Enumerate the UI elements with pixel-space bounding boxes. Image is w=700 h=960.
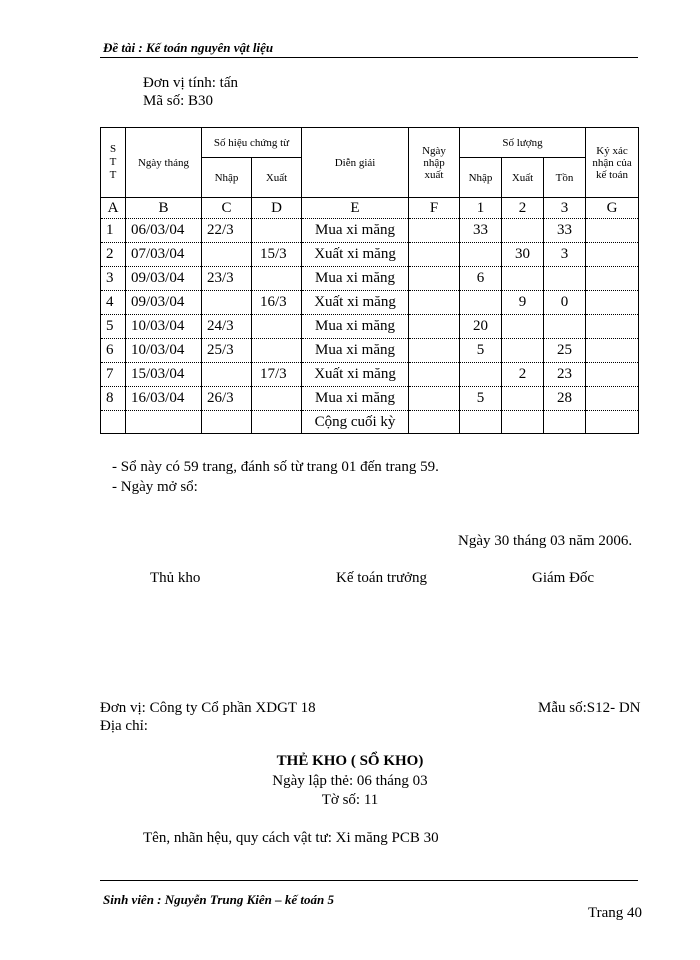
cell-in-out-date [409,339,460,363]
form-template-code: Mẫu số:S12- DN [538,700,641,716]
cell-stt: 8 [101,387,126,411]
cell-qty-import: 6 [460,267,502,291]
header-doc-number: Số hiệu chứng từ [202,128,302,158]
document-header-title: Đề tài : Kế toán nguyên vật liệu [103,40,274,55]
cell-qty-export: 30 [502,243,544,267]
cell-import-doc: 23/3 [202,267,252,291]
table-row [101,363,639,387]
cell-stt: 2 [101,243,126,267]
footer-rule [100,880,638,881]
cell-export-doc [252,411,302,434]
cell-import-doc [202,411,252,434]
cell-import-doc [202,291,252,315]
cell-import-doc [202,363,252,387]
cell-qty-export [502,219,544,243]
header-signature: Ký xác nhận của kế toán [586,128,639,198]
letter-cell: 3 [544,198,586,219]
cell-qty-balance [544,411,586,434]
note-pages: - Sổ này có 59 trang, đánh số từ trang 01 đến trang 59. [112,459,439,475]
header-qty-balance: Tồn [544,158,586,198]
total-row [101,411,639,434]
cell-qty-import [460,363,502,387]
cell-date: 09/03/04 [126,291,202,315]
note-open-date: - Ngày mở sổ: [112,479,198,495]
cell-qty-balance: 33 [544,219,586,243]
company-unit: Đơn vị: Công ty Cổ phần XDGT 18 [100,700,316,716]
table-row [101,339,639,363]
letter-cell: D [252,198,302,219]
letter-cell: E [302,198,409,219]
cell-qty-export [502,267,544,291]
cell-qty-import [460,291,502,315]
cell-qty-balance: 3 [544,243,586,267]
cell-signature [586,243,639,267]
cell-qty-export [502,387,544,411]
cell-description: Mua xi măng [302,315,409,339]
cell-import-doc: 24/3 [202,315,252,339]
cell-in-out-date [409,291,460,315]
letter-cell: 2 [502,198,544,219]
cell-signature [586,291,639,315]
cell-qty-export [502,339,544,363]
cell-signature [586,339,639,363]
cell-stt: 7 [101,363,126,387]
cell-export-doc [252,387,302,411]
cell-signature [586,219,639,243]
cell-signature [586,387,639,411]
cell-description: Mua xi măng [302,339,409,363]
cell-qty-balance: 23 [544,363,586,387]
cell-qty-export: 2 [502,363,544,387]
cell-qty-balance: 0 [544,291,586,315]
cell-qty-export [502,315,544,339]
total-label: Cộng cuối kỳ [302,411,409,434]
cell-description: Mua xi măng [302,219,409,243]
cell-in-out-date [409,267,460,291]
header-rule [100,57,638,58]
table-row [101,243,639,267]
cell-qty-import [460,243,502,267]
page-number: Trang 40 [588,905,643,921]
header-qty-import: Nhập [460,158,502,198]
cell-import-doc: 25/3 [202,339,252,363]
cell-in-out-date [409,363,460,387]
cell-import-doc: 22/3 [202,219,252,243]
cell-stt: 6 [101,339,126,363]
signature-chief-accountant: Kế toán trưởng [336,570,428,586]
header-quantity: Số lượng [460,128,586,158]
cell-in-out-date [409,219,460,243]
cell-export-doc: 15/3 [252,243,302,267]
letter-cell: F [409,198,460,219]
cell-description: Xuất xi măng [302,243,409,267]
cell-qty-balance: 28 [544,387,586,411]
cell-stt: 5 [101,315,126,339]
header-doc-import: Nhập [202,158,252,198]
cell-description: Xuất xi măng [302,363,409,387]
header-date: Ngày tháng [126,128,202,198]
stock-card-sheet-number: Tờ số: 11 [321,792,379,808]
cell-date [126,411,202,434]
cell-date: 10/03/04 [126,315,202,339]
header-doc-export: Xuất [252,158,302,198]
cell-date: 07/03/04 [126,243,202,267]
cell-signature [586,363,639,387]
cell-in-out-date [409,411,460,434]
cell-qty-import: 20 [460,315,502,339]
cell-qty-import: 5 [460,387,502,411]
cell-export-doc: 17/3 [252,363,302,387]
stock-card-created-date: Ngày lập thẻ: 06 tháng 03 [272,773,428,789]
cell-description: Mua xi măng [302,387,409,411]
cell-description: Mua xi măng [302,267,409,291]
cell-export-doc [252,219,302,243]
cell-qty-balance [544,315,586,339]
cell-in-out-date [409,243,460,267]
cell-description: Xuất xi măng [302,291,409,315]
unit-of-measure: Đơn vị tính: tấn [143,75,239,91]
letter-cell: 1 [460,198,502,219]
header-stt: S T T [101,128,126,198]
cell-import-doc [202,243,252,267]
table-row [101,315,639,339]
cell-export-doc: 16/3 [252,291,302,315]
student-name: Sinh viên : Nguyễn Trung Kiên – kế toán 5 [103,892,335,907]
cell-qty-export [502,411,544,434]
letter-cell: A [101,198,126,219]
stock-card-title: THẺ KHO ( SỔ KHO) [276,753,424,769]
cell-export-doc [252,267,302,291]
header-description: Diễn giải [302,128,409,198]
table-row [101,219,639,243]
cell-import-doc: 26/3 [202,387,252,411]
header-qty-export: Xuất [502,158,544,198]
cell-date: 10/03/04 [126,339,202,363]
letter-cell: G [586,198,639,219]
cell-qty-import [460,411,502,434]
cell-export-doc [252,339,302,363]
cell-date: 06/03/04 [126,219,202,243]
cell-signature [586,315,639,339]
cell-in-out-date [409,387,460,411]
cell-qty-export: 9 [502,291,544,315]
cell-qty-import: 33 [460,219,502,243]
company-address: Địa chỉ: [100,718,148,734]
letter-cell: B [126,198,202,219]
cell-stt: 3 [101,267,126,291]
cell-signature [586,411,639,434]
cell-qty-balance: 25 [544,339,586,363]
sign-date: Ngày 30 tháng 03 năm 2006. [458,533,633,549]
table-row [101,291,639,315]
letter-cell: C [202,198,252,219]
form-code: Mã số: B30 [143,93,214,109]
table-row [101,387,639,411]
table-row [101,267,639,291]
cell-in-out-date [409,315,460,339]
ledger-table [100,127,639,434]
cell-date: 09/03/04 [126,267,202,291]
material-description: Tên, nhãn hệu, quy cách vật tư: Xi măng PCB 30 [143,830,439,846]
cell-qty-import: 5 [460,339,502,363]
cell-date: 15/03/04 [126,363,202,387]
signature-director: Giám Đốc [532,570,595,586]
cell-qty-balance [544,267,586,291]
cell-export-doc [252,315,302,339]
cell-stt: 4 [101,291,126,315]
cell-signature [586,267,639,291]
cell-stt [101,411,126,434]
cell-stt: 1 [101,219,126,243]
cell-date: 16/03/04 [126,387,202,411]
signature-storekeeper: Thủ kho [150,570,201,586]
header-in-out-date: Ngày nhập xuất [409,128,460,198]
